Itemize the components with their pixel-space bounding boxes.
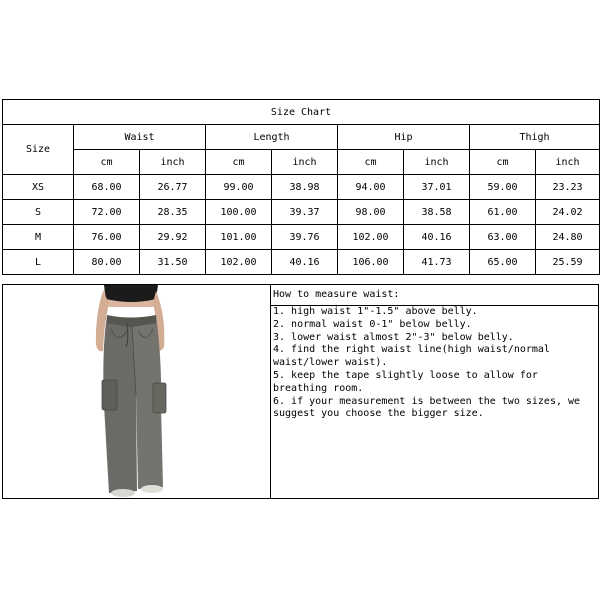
measure-step: 3. lower waist almost 2"-3" below belly. <box>273 331 514 343</box>
size-chart-title: Size Chart <box>3 100 600 125</box>
value-cell: 106.00 <box>338 250 404 275</box>
unit-cm: cm <box>206 150 272 175</box>
size-label: S <box>3 200 74 225</box>
measure-guide-panel <box>2 284 599 499</box>
value-cell: 25.59 <box>536 250 600 275</box>
table-row <box>3 225 600 250</box>
value-cell: 29.92 <box>140 225 206 250</box>
measure-instructions <box>271 285 598 498</box>
value-cell: 40.16 <box>272 250 338 275</box>
cargo-pants-model-image <box>3 285 270 498</box>
size-label: L <box>3 250 74 275</box>
unit-cm: cm <box>470 150 536 175</box>
value-cell: 102.00 <box>206 250 272 275</box>
waist-header: Waist <box>74 125 206 150</box>
value-cell: 39.37 <box>272 200 338 225</box>
value-cell: 61.00 <box>470 200 536 225</box>
value-cell: 39.76 <box>272 225 338 250</box>
value-cell: 37.01 <box>404 175 470 200</box>
unit-inch: inch <box>140 150 206 175</box>
value-cell: 38.58 <box>404 200 470 225</box>
value-cell: 100.00 <box>206 200 272 225</box>
value-cell: 65.00 <box>470 250 536 275</box>
value-cell: 24.80 <box>536 225 600 250</box>
value-cell: 94.00 <box>338 175 404 200</box>
size-label: M <box>3 225 74 250</box>
product-photo-cell <box>3 285 271 498</box>
value-cell: 102.00 <box>338 225 404 250</box>
value-cell: 68.00 <box>74 175 140 200</box>
measure-step: 1. high waist 1"-1.5" above belly. <box>273 306 478 317</box>
value-cell: 63.00 <box>470 225 536 250</box>
value-cell: 80.00 <box>74 250 140 275</box>
table-row <box>3 200 600 225</box>
value-cell: 38.98 <box>272 175 338 200</box>
value-cell: 41.73 <box>404 250 470 275</box>
hip-header: Hip <box>338 125 470 150</box>
thigh-header: Thigh <box>470 125 600 150</box>
unit-inch: inch <box>404 150 470 175</box>
measure-steps-list <box>273 306 591 421</box>
table-row <box>3 250 600 275</box>
size-header: Size <box>3 125 74 175</box>
unit-inch: inch <box>272 150 338 175</box>
measure-guide-title: How to measure waist: <box>273 289 400 300</box>
value-cell: 59.00 <box>470 175 536 200</box>
measure-step: 4. find the right waist line(high waist/normal waist/lower waist). <box>273 344 550 369</box>
value-cell: 99.00 <box>206 175 272 200</box>
value-cell: 72.00 <box>74 200 140 225</box>
value-cell: 26.77 <box>140 175 206 200</box>
value-cell: 23.23 <box>536 175 600 200</box>
measure-step: 6. if your measurement is between the two sizes, we suggest you choose the bigger size. <box>273 395 581 420</box>
length-header: Length <box>206 125 338 150</box>
value-cell: 98.00 <box>338 200 404 225</box>
unit-cm: cm <box>338 150 404 175</box>
value-cell: 101.00 <box>206 225 272 250</box>
size-chart-table <box>2 99 600 275</box>
unit-cm: cm <box>74 150 140 175</box>
size-label: XS <box>3 175 74 200</box>
measure-step: 2. normal waist 0-1" below belly. <box>273 318 472 330</box>
unit-inch: inch <box>536 150 600 175</box>
value-cell: 24.02 <box>536 200 600 225</box>
value-cell: 40.16 <box>404 225 470 250</box>
value-cell: 28.35 <box>140 200 206 225</box>
value-cell: 76.00 <box>74 225 140 250</box>
value-cell: 31.50 <box>140 250 206 275</box>
table-row <box>3 175 600 200</box>
measure-step: 5. keep the tape slightly loose to allow for breathing room. <box>273 369 538 394</box>
